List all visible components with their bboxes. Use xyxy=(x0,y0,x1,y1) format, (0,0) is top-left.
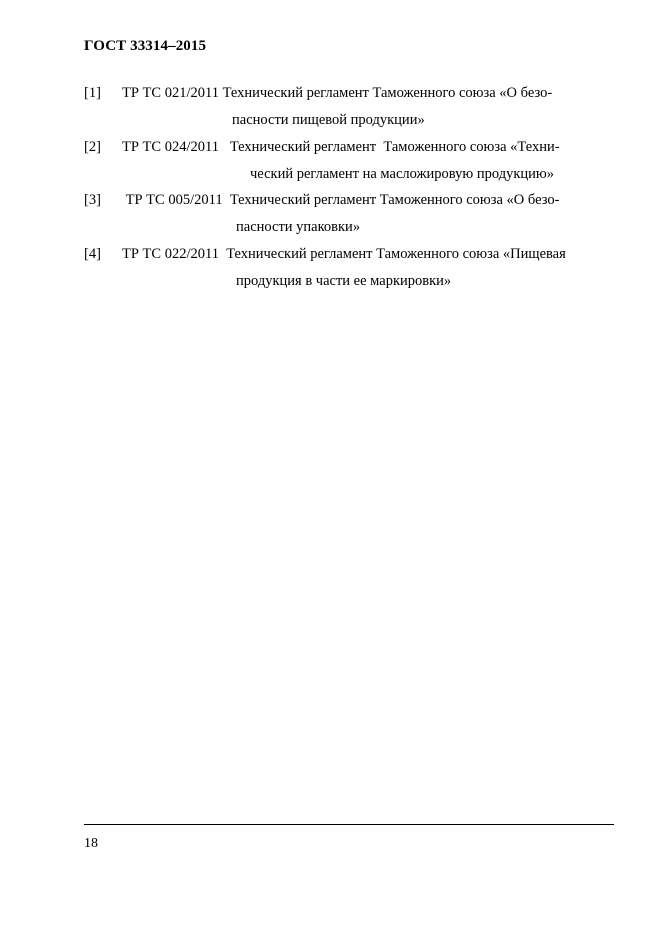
reference-title-line2: ческий регламент на масложировую продукцию» xyxy=(250,166,554,182)
reference-1 xyxy=(84,80,553,128)
reference-2 xyxy=(84,134,560,182)
reference-title-line2: пасности пищевой продукции» xyxy=(232,112,425,128)
reference-title-line1: ТР ТС 024/2011 Технический регламент Таможенного союза «Техни- xyxy=(122,139,560,155)
reference-number: [3] xyxy=(84,192,101,208)
reference-4 xyxy=(84,241,566,289)
reference-title-line1: ТР ТС 021/2011 Технический регламент Таможенного союза «О безо- xyxy=(122,85,553,101)
reference-3 xyxy=(84,187,560,235)
reference-title-line2: продукция в части ее маркировки» xyxy=(236,273,452,289)
reference-number: [1] xyxy=(84,85,101,101)
footer-divider xyxy=(84,824,614,825)
document-header: ГОСТ 33314–2015 xyxy=(84,38,207,54)
reference-number: [2] xyxy=(84,139,101,155)
reference-title-line1: ТР ТС 005/2011 Технический регламент Таможенного союза «О безо- xyxy=(122,192,560,208)
reference-title-line2: пасности упаковки» xyxy=(236,219,361,235)
reference-number: [4] xyxy=(84,246,101,262)
page-number: 18 xyxy=(84,836,98,851)
reference-title-line1: ТР ТС 022/2011 Технический регламент Таможенного союза «Пищевая xyxy=(122,246,566,262)
